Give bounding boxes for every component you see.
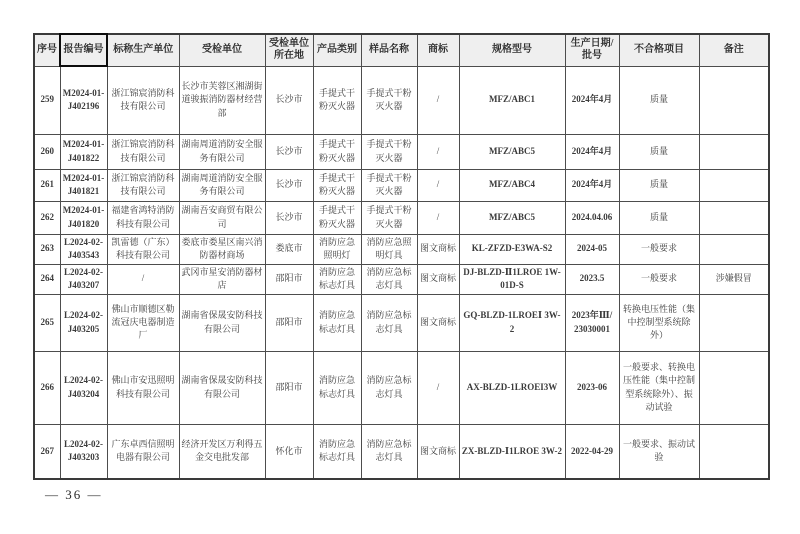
column-header-remark: 备注 xyxy=(699,34,769,66)
cell-inspected_unit: 经济开发区万利得五金交电批发部 xyxy=(179,424,265,479)
cell-remark: 涉嫌假冒 xyxy=(699,264,769,294)
table-row xyxy=(34,234,769,264)
cell-remark xyxy=(699,66,769,134)
cell-seq: 262 xyxy=(34,201,60,234)
cell-date: 2023-06 xyxy=(565,351,619,424)
cell-manufacturer: 浙江锦宸消防科技有限公司 xyxy=(107,66,179,134)
page-number: — 36 — xyxy=(45,487,103,502)
cell-report_no: L2024-02-J403543 xyxy=(60,234,107,264)
cell-seq: 261 xyxy=(34,169,60,201)
cell-location: 长沙市 xyxy=(265,66,313,134)
column-header-report_no: 报告编号 xyxy=(60,34,107,66)
column-header-failed_items: 不合格项目 xyxy=(619,34,699,66)
cell-category: 消防应急标志灯具 xyxy=(313,424,361,479)
cell-date: 2024年4月 xyxy=(565,134,619,169)
cell-date: 2022-04-29 xyxy=(565,424,619,479)
column-header-location: 受检单位所在地 xyxy=(265,34,313,66)
column-header-seq: 序号 xyxy=(34,34,60,66)
cell-trademark: 图文商标 xyxy=(417,424,459,479)
cell-trademark: / xyxy=(417,201,459,234)
cell-failed_items: 转换电压性能（集中控制型系统除外） xyxy=(619,294,699,351)
cell-sample: 消防应急标志灯具 xyxy=(361,424,417,479)
inspection-results-table xyxy=(33,33,770,480)
cell-location: 怀化市 xyxy=(265,424,313,479)
cell-seq: 264 xyxy=(34,264,60,294)
cell-date: 2024.04.06 xyxy=(565,201,619,234)
cell-model: MFZ/ABC4 xyxy=(459,169,565,201)
column-header-model: 规格型号 xyxy=(459,34,565,66)
cell-sample: 手提式干粉灭火器 xyxy=(361,169,417,201)
cell-trademark: / xyxy=(417,351,459,424)
cell-inspected_unit: 长沙市芙蓉区湘湖街道骏振消防器材经营部 xyxy=(179,66,265,134)
cell-location: 长沙市 xyxy=(265,134,313,169)
cell-inspected_unit: 湖南吾安商贸有限公司 xyxy=(179,201,265,234)
cell-sample: 消防应急标志灯具 xyxy=(361,294,417,351)
cell-model: MFZ/ABC1 xyxy=(459,66,565,134)
cell-inspected_unit: 湖南周道消防安全服务有限公司 xyxy=(179,169,265,201)
cell-location: 娄底市 xyxy=(265,234,313,264)
table-row xyxy=(34,351,769,424)
cell-location: 邵阳市 xyxy=(265,351,313,424)
cell-report_no: M2024-01-J401821 xyxy=(60,169,107,201)
cell-inspected_unit: 湖南省保晟安防科技有限公司 xyxy=(179,294,265,351)
column-header-date: 生产日期/批号 xyxy=(565,34,619,66)
cell-failed_items: 质量 xyxy=(619,201,699,234)
cell-date: 2023.5 xyxy=(565,264,619,294)
cell-seq: 267 xyxy=(34,424,60,479)
cell-sample: 手提式干粉灭火器 xyxy=(361,134,417,169)
cell-inspected_unit: 湖南周道消防安全服务有限公司 xyxy=(179,134,265,169)
cell-location: 长沙市 xyxy=(265,169,313,201)
table-row xyxy=(34,66,769,134)
cell-model: KL-ZFZD-E3WA-S2 xyxy=(459,234,565,264)
cell-remark xyxy=(699,424,769,479)
column-header-sample: 样品名称 xyxy=(361,34,417,66)
column-header-inspected_unit: 受检单位 xyxy=(179,34,265,66)
cell-date: 2024年4月 xyxy=(565,66,619,134)
cell-location: 邵阳市 xyxy=(265,264,313,294)
cell-report_no: L2024-02-J403203 xyxy=(60,424,107,479)
cell-failed_items: 一般要求、转换电压性能（集中控制型系统除外）、振动试验 xyxy=(619,351,699,424)
cell-remark xyxy=(699,134,769,169)
cell-seq: 263 xyxy=(34,234,60,264)
cell-remark xyxy=(699,294,769,351)
column-header-manufacturer: 标称生产单位 xyxy=(107,34,179,66)
cell-report_no: L2024-02-J403205 xyxy=(60,294,107,351)
cell-failed_items: 质量 xyxy=(619,66,699,134)
cell-sample: 消防应急标志灯具 xyxy=(361,351,417,424)
cell-trademark: 图文商标 xyxy=(417,294,459,351)
table-row xyxy=(34,134,769,169)
cell-report_no: L2024-02-J403207 xyxy=(60,264,107,294)
cell-remark xyxy=(699,201,769,234)
table-row xyxy=(34,264,769,294)
cell-sample: 手提式干粉灭火器 xyxy=(361,201,417,234)
cell-model: ZX-BLZD-Ⅰ1LROE 3W-2 xyxy=(459,424,565,479)
cell-category: 消防应急标志灯具 xyxy=(313,264,361,294)
cell-date: 2024年4月 xyxy=(565,169,619,201)
cell-trademark: / xyxy=(417,169,459,201)
cell-category: 手提式干粉灭火器 xyxy=(313,169,361,201)
cell-seq: 265 xyxy=(34,294,60,351)
cell-sample: 消防应急标志灯具 xyxy=(361,264,417,294)
cell-trademark: 图文商标 xyxy=(417,234,459,264)
table-header xyxy=(34,34,769,66)
table-header-row xyxy=(34,34,769,66)
cell-inspected_unit: 湖南省保晟安防科技有限公司 xyxy=(179,351,265,424)
cell-manufacturer: 福建省鸿特消防科技有限公司 xyxy=(107,201,179,234)
column-header-trademark: 商标 xyxy=(417,34,459,66)
cell-trademark: 图文商标 xyxy=(417,264,459,294)
cell-category: 手提式干粉灭火器 xyxy=(313,134,361,169)
cell-trademark: / xyxy=(417,66,459,134)
cell-failed_items: 质量 xyxy=(619,134,699,169)
cell-report_no: M2024-01-J402196 xyxy=(60,66,107,134)
cell-category: 手提式干粉灭火器 xyxy=(313,201,361,234)
table-row xyxy=(34,424,769,479)
cell-inspected_unit: 娄底市娄星区南兴消防器材商场 xyxy=(179,234,265,264)
cell-failed_items: 一般要求 xyxy=(619,264,699,294)
cell-manufacturer: 佛山市顺德区勒流冠庆电器制造厂 xyxy=(107,294,179,351)
column-header-category: 产品类别 xyxy=(313,34,361,66)
cell-model: GQ-BLZD-1LROEⅠ 3W-2 xyxy=(459,294,565,351)
cell-manufacturer: / xyxy=(107,264,179,294)
cell-remark xyxy=(699,169,769,201)
cell-location: 长沙市 xyxy=(265,201,313,234)
table-row xyxy=(34,201,769,234)
cell-seq: 259 xyxy=(34,66,60,134)
cell-date: 2023年Ⅲ/ 23030001 xyxy=(565,294,619,351)
cell-manufacturer: 凯雷德（广东）科技有限公司 xyxy=(107,234,179,264)
cell-category: 消防应急标志灯具 xyxy=(313,294,361,351)
cell-category: 消防应急照明灯 xyxy=(313,234,361,264)
cell-manufacturer: 浙江锦宸消防科技有限公司 xyxy=(107,134,179,169)
cell-manufacturer: 广东卓西信照明电器有限公司 xyxy=(107,424,179,479)
cell-failed_items: 一般要求、振动试验 xyxy=(619,424,699,479)
cell-trademark: / xyxy=(417,134,459,169)
cell-remark xyxy=(699,234,769,264)
cell-report_no: L2024-02-J403204 xyxy=(60,351,107,424)
cell-manufacturer: 浙江锦宸消防科技有限公司 xyxy=(107,169,179,201)
cell-failed_items: 一般要求 xyxy=(619,234,699,264)
cell-remark xyxy=(699,351,769,424)
table-row xyxy=(34,294,769,351)
cell-location: 邵阳市 xyxy=(265,294,313,351)
cell-model: DJ-BLZD-Ⅱ1LROE 1W-01D-S xyxy=(459,264,565,294)
cell-seq: 266 xyxy=(34,351,60,424)
cell-report_no: M2024-01-J401820 xyxy=(60,201,107,234)
cell-model: MFZ/ABC5 xyxy=(459,201,565,234)
table-row xyxy=(34,169,769,201)
cell-inspected_unit: 武冈市星安消防器材店 xyxy=(179,264,265,294)
cell-failed_items: 质量 xyxy=(619,169,699,201)
cell-sample: 消防应急照明灯具 xyxy=(361,234,417,264)
cell-report_no: M2024-01-J401822 xyxy=(60,134,107,169)
table-body xyxy=(34,66,769,479)
cell-sample: 手提式干粉灭火器 xyxy=(361,66,417,134)
cell-seq: 260 xyxy=(34,134,60,169)
cell-model: MFZ/ABC5 xyxy=(459,134,565,169)
cell-category: 手提式干粉灭火器 xyxy=(313,66,361,134)
cell-manufacturer: 佛山市安迅照明科技有限公司 xyxy=(107,351,179,424)
cell-date: 2024-05 xyxy=(565,234,619,264)
cell-model: AX-BLZD-1LROEI3W xyxy=(459,351,565,424)
cell-category: 消防应急标志灯具 xyxy=(313,351,361,424)
